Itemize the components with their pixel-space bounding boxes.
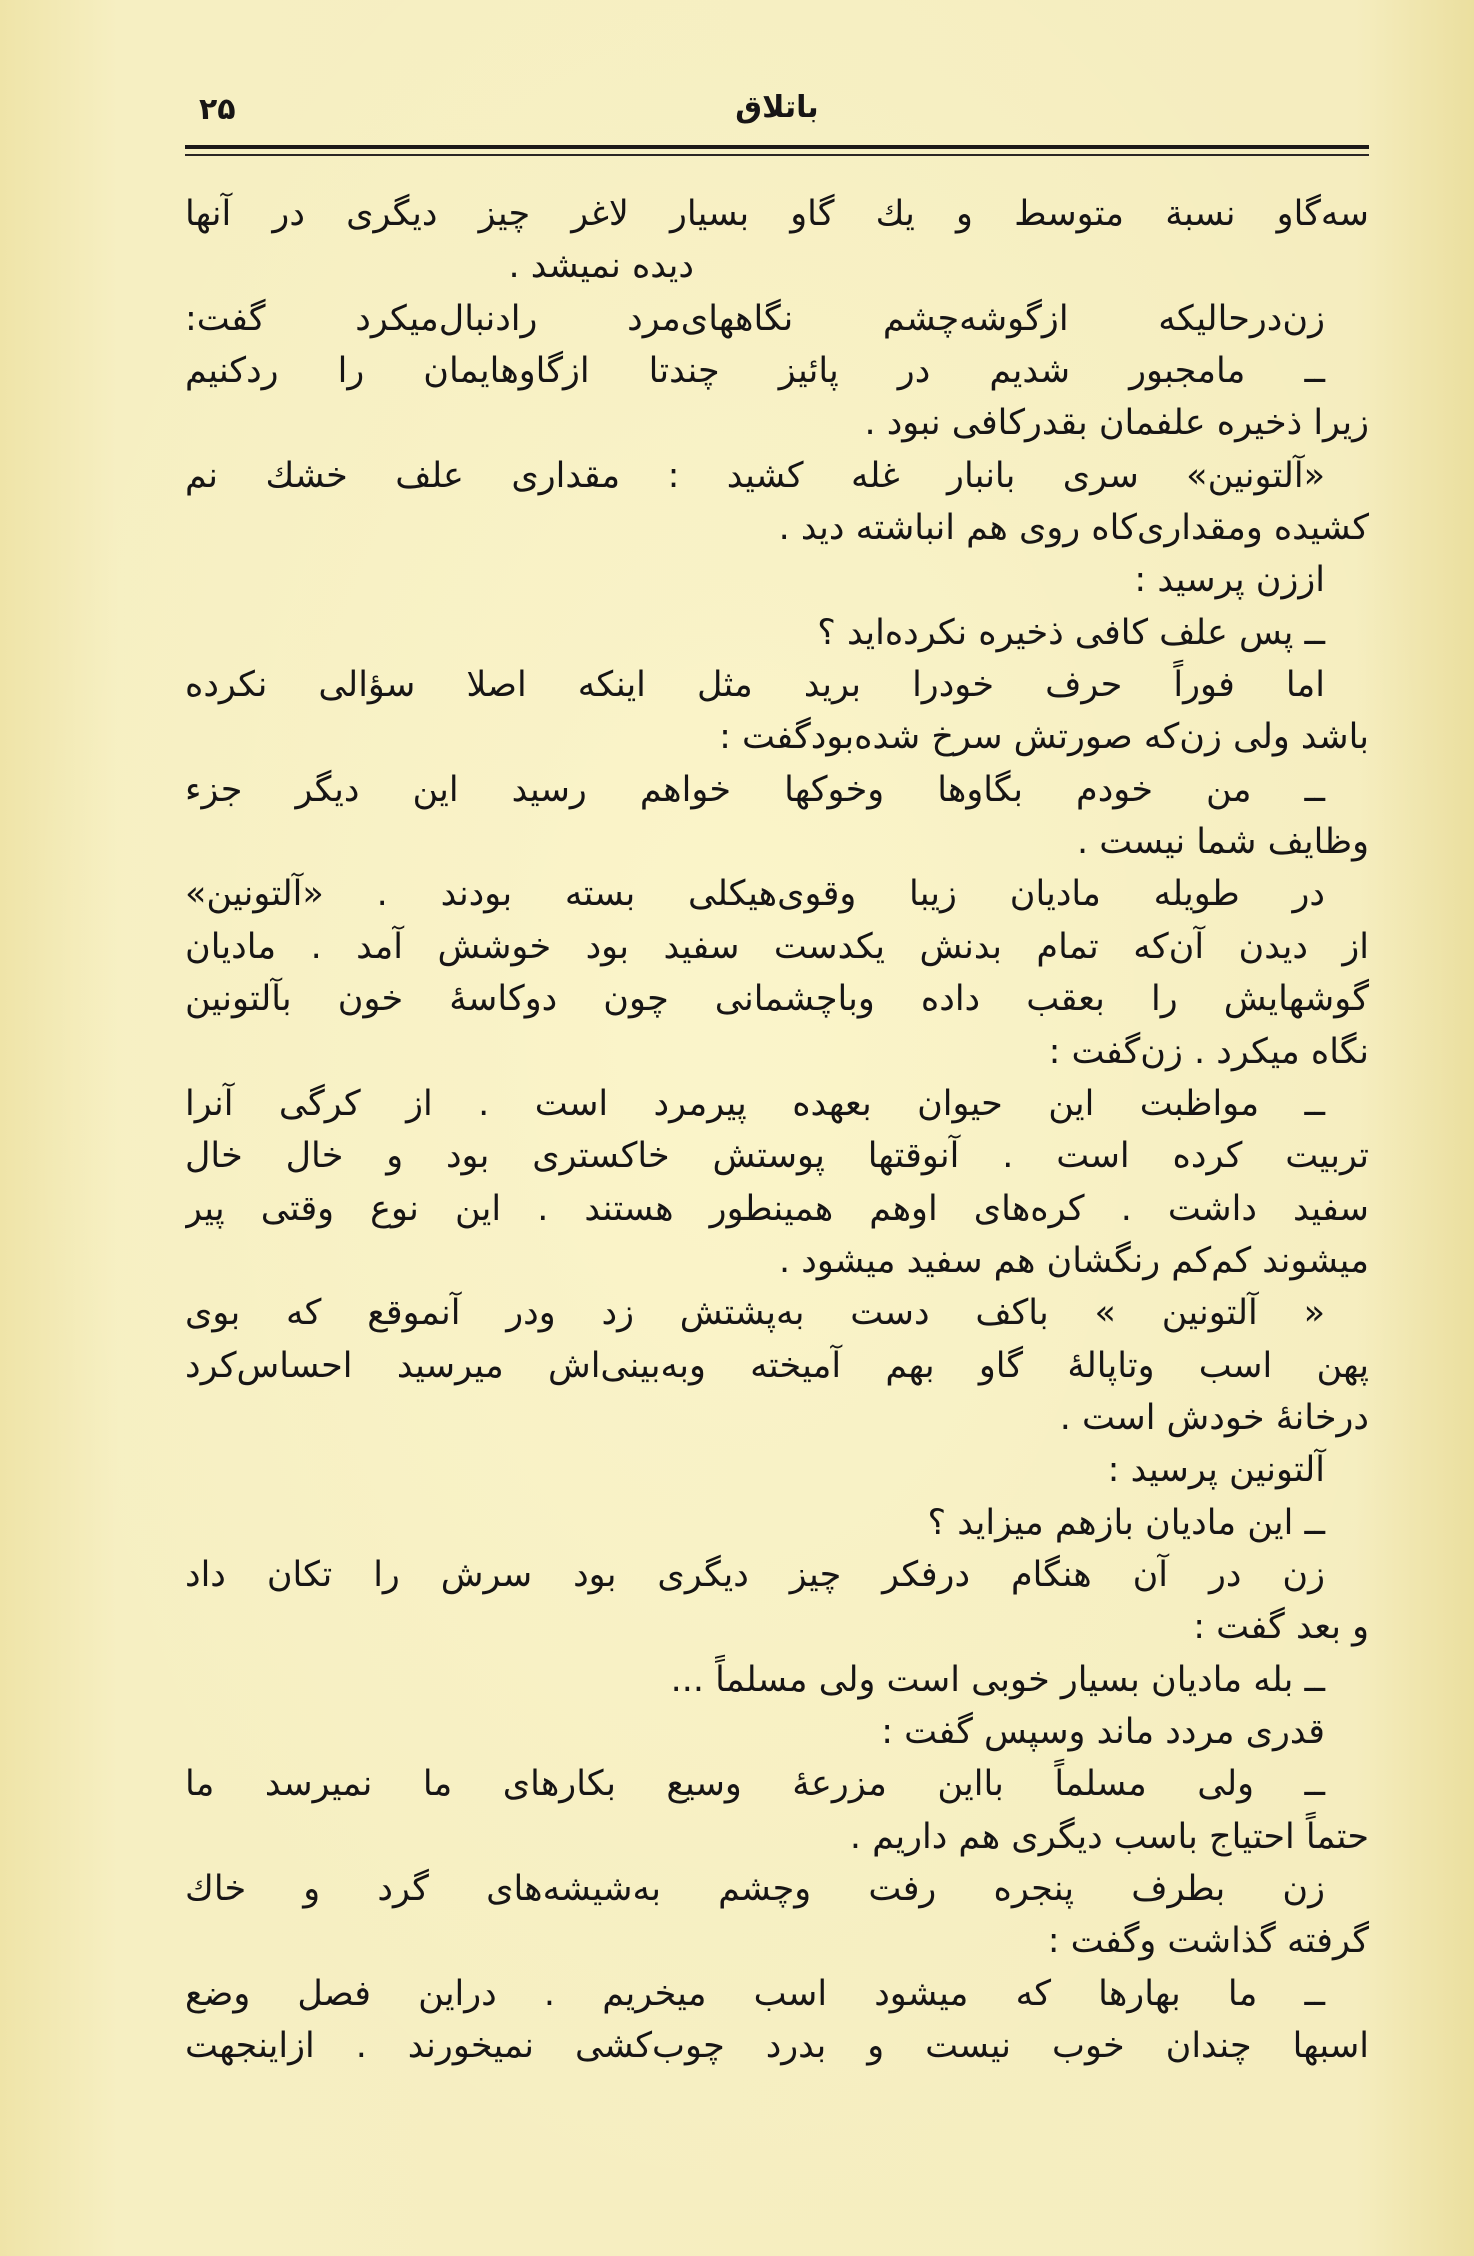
text-line: آلتونین پرسید : bbox=[1107, 1450, 1325, 1491]
page-body bbox=[185, 188, 1369, 2072]
text-line: ــ پس علف کافی ذخیره نکرده‌اید ؟ bbox=[817, 612, 1325, 653]
text-line: ــ مامجبور شدیم در پائیز چندتا ازگاوهایمان را ردکنیم bbox=[185, 351, 1325, 392]
text-line: قدری مردد ماند وسپس گفت : bbox=[881, 1711, 1325, 1752]
text-line: درخانهٔ خودش است . bbox=[1059, 1397, 1369, 1438]
text-line: و بعد گفت : bbox=[1193, 1607, 1369, 1648]
header-rule-thick bbox=[185, 145, 1369, 149]
text-line: ــ ولی مسلماً بااین مزرعهٔ وسیع بکارهای ما نمیرسد ما bbox=[185, 1764, 1325, 1805]
text-line: از دیدن آن‌که تمام بدنش یکدست سفید بود خوشش آمد . مادیان bbox=[185, 926, 1369, 967]
text-line: «آلتونین» سری بانبار غله کشید : مقداری علف خشك نم bbox=[185, 455, 1325, 496]
text-line: ــ ما بهارها که میشود اسب میخریم . دراین فصل وضع bbox=[185, 1973, 1325, 2014]
page-number: ۲۵ bbox=[199, 92, 236, 127]
text-line: پهن اسب وتاپالهٔ گاو بهم آمیخته وبه‌بینی‌اش میرسید احساس‌کرد bbox=[185, 1345, 1369, 1386]
text-line: ــ این مادیان بازهم میزاید ؟ bbox=[927, 1502, 1325, 1543]
page-header bbox=[185, 88, 1369, 144]
text-line: کشیده ومقداری‌کاه روی هم انباشته دید . bbox=[778, 508, 1369, 549]
text-line: اسبها چندان خوب نیست و بدرد چوب‌کشی نمیخورند . ازاینجهت bbox=[185, 2026, 1369, 2067]
text-line: « آلتونین » باکف دست به‌پشتش زد ودر آنموقع که بوی bbox=[185, 1293, 1325, 1334]
text-line: تربیت کرده است . آنوقتها پوستش خاکستری بود و خال خال bbox=[185, 1136, 1369, 1177]
text-line: در طویله مادیان زیبا وقوی‌هیکلی بسته بودند . «آلتونین» bbox=[185, 874, 1325, 915]
text-line: سفید داشت . کره‌های اوهم همینطور هستند . این نوع وقتی پیر bbox=[185, 1188, 1369, 1229]
text-line: نگاه میکرد . زن‌گفت : bbox=[1048, 1031, 1369, 1072]
text-line: زن بطرف پنجره رفت وچشم به‌شیشه‌های گرد و خاك bbox=[185, 1869, 1325, 1909]
running-title: باتلاق bbox=[735, 90, 819, 125]
text-line: اما فوراً حرف خودرا برید مثل اینکه اصلا سؤالی نکرده bbox=[185, 665, 1325, 706]
text-line: زن در آن هنگام درفکر چیز دیگری بود سرش را تکان داد bbox=[185, 1554, 1325, 1595]
text-line: حتماً احتیاج باسب دیگری هم داریم . bbox=[849, 1816, 1369, 1857]
text-line: گوشهایش را بعقب داده وباچشمانی چون دوکاسهٔ خون بآلتونین bbox=[185, 979, 1369, 1020]
text-line: زن‌درحالیکه ازگوشه‌چشم نگاههای‌مرد رادنبال‌میکرد گفت: bbox=[185, 298, 1325, 339]
text-line: باشد ولی زن‌که صورتش سرخ شده‌بودگفت : bbox=[719, 717, 1369, 758]
text-line: ــ من خودم بگاوها وخوکها خواهم رسید این دیگر جزء bbox=[185, 769, 1325, 810]
text-line: ــ بله مادیان بسیار خوبی است ولی مسلماً ... bbox=[670, 1659, 1325, 1700]
text-line: ــ مواظبت این حیوان بعهده پیرمرد است . از کرگی آنرا bbox=[185, 1083, 1325, 1124]
text-line: گرفته گذاشت وگفت : bbox=[1047, 1921, 1369, 1962]
text-line: دیده نمیشد . bbox=[508, 246, 694, 287]
header-rule-thin bbox=[185, 154, 1369, 156]
text-line: سه‌گاو نسبة متوسط و یك گاو بسیار لاغر چیز دیگری در آنها bbox=[185, 194, 1369, 234]
text-line: اززن پرسید : bbox=[1134, 560, 1325, 601]
text-line: میشوند کم‌کم رنگشان هم سفید میشود . bbox=[779, 1240, 1369, 1281]
text-line: زیرا ذخیره علفمان بقدرکافی نبود . bbox=[864, 403, 1369, 444]
text-line: وظایف شما نیست . bbox=[1076, 822, 1369, 863]
